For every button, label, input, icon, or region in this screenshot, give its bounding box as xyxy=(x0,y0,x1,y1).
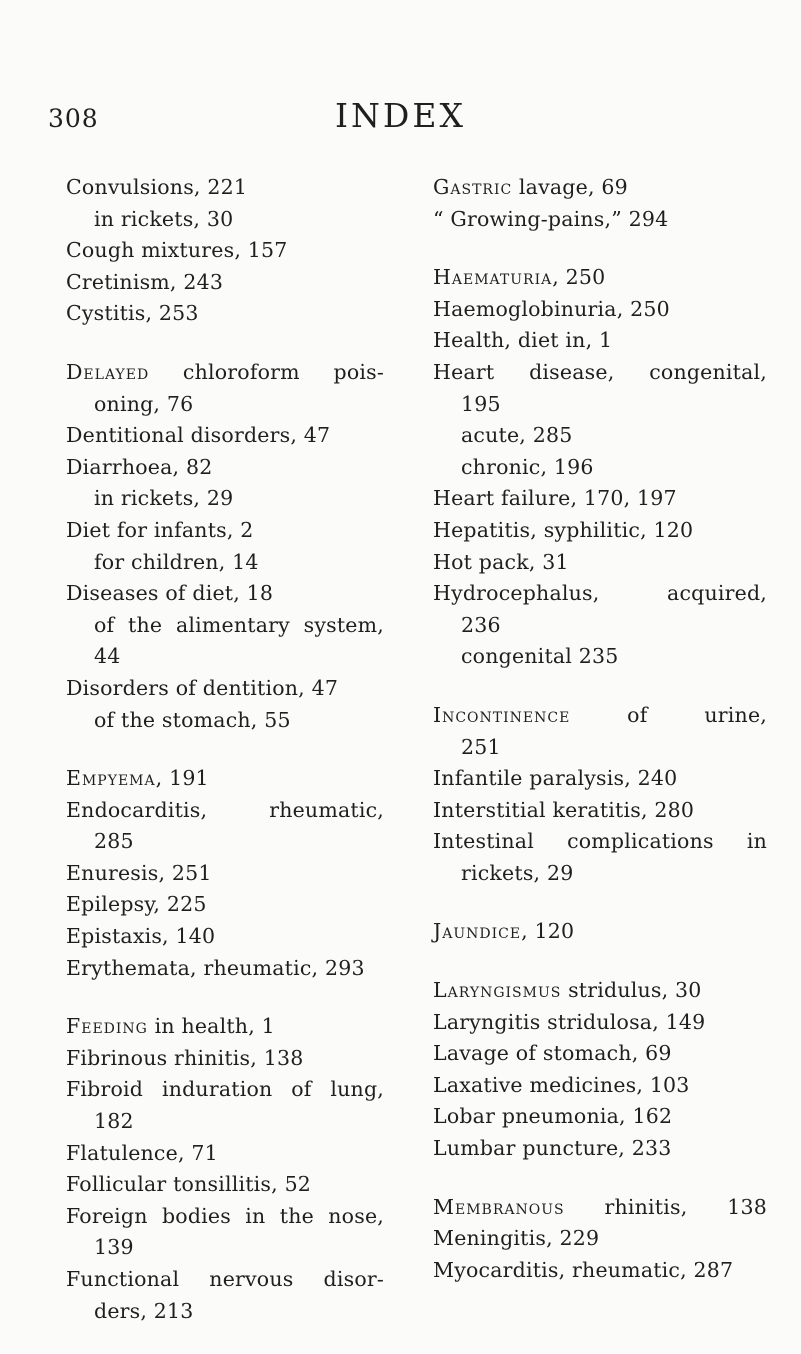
index-entry-text: Intestinal complications in xyxy=(433,829,767,854)
index-entry-text: ders, 213 xyxy=(94,1298,194,1323)
index-entry-lead: Gastric xyxy=(433,175,513,199)
index-entry xyxy=(433,700,767,732)
index-entry-text: Endocarditis, rheumatic, xyxy=(66,797,384,822)
index-subentry xyxy=(433,641,767,673)
index-entry-text: in rickets, 30 xyxy=(94,206,234,231)
index-entry xyxy=(66,673,384,705)
index-entry xyxy=(66,1138,384,1170)
index-entry-lead: Membranous xyxy=(433,1194,565,1219)
index-entry-text: rhinitis, 138 xyxy=(564,1194,767,1219)
index-entry-text: Foreign bodies in the nose, xyxy=(66,1203,384,1228)
index-entry xyxy=(433,916,767,948)
index-subentry xyxy=(433,452,767,484)
index-entry xyxy=(66,1074,384,1106)
index-letter-group xyxy=(66,172,384,330)
index-entry xyxy=(66,235,384,267)
index-entry xyxy=(66,889,384,921)
index-entry-text: congenital 235 xyxy=(461,644,619,669)
index-letter-group xyxy=(66,357,384,736)
index-entry xyxy=(66,1169,384,1201)
index-entry xyxy=(433,547,767,579)
index-entry xyxy=(66,1043,384,1075)
index-entry xyxy=(433,1133,767,1165)
index-entry-text: Diet for infants, 2 xyxy=(66,517,254,542)
index-entry-text: Hepatitis, syphilitic, 120 xyxy=(433,517,694,542)
index-entry-lead: Empyema xyxy=(66,766,156,791)
index-subentry xyxy=(66,1296,384,1328)
index-entry-text: Follicular tonsillitis, 52 xyxy=(66,1172,312,1197)
index-entry-text: Lobar pneumonia, 162 xyxy=(433,1104,673,1129)
index-entry xyxy=(433,1255,767,1287)
index-subentry xyxy=(66,389,384,421)
index-entry xyxy=(433,325,767,357)
index-entry-lead: Delayed xyxy=(66,359,150,384)
index-entry-text: 285 xyxy=(94,829,134,854)
index-entry-text: Meningitis, 229 xyxy=(433,1226,600,1251)
index-entry xyxy=(433,1038,767,1070)
index-entry-text: Epistaxis, 140 xyxy=(66,924,216,949)
index-entry-text: , 120 xyxy=(521,919,575,944)
index-entry-text: Interstitial keratitis, 280 xyxy=(433,797,695,822)
page-title: INDEX xyxy=(335,96,466,135)
index-entry xyxy=(66,420,384,452)
index-entry-text: Dentitional disorders, 47 xyxy=(66,423,331,448)
index-entry-text: Laxative medicines, 103 xyxy=(433,1072,690,1097)
index-entry-text: Flatulence, 71 xyxy=(66,1140,218,1165)
index-entry-text: in health, 1 xyxy=(147,1014,275,1039)
index-entry-text: “ Growing-pains,” 294 xyxy=(433,206,669,231)
index-entry xyxy=(66,763,384,795)
index-entry-text: Erythemata, rheumatic, 293 xyxy=(66,955,365,980)
index-column-left xyxy=(66,172,384,1354)
index-entry-text: in rickets, 29 xyxy=(94,486,234,511)
index-entry-text: rickets, 29 xyxy=(461,860,574,885)
index-entry-text: Infantile paralysis, 240 xyxy=(433,766,678,791)
index-letter-group xyxy=(66,1011,384,1327)
index-subentry xyxy=(66,826,384,858)
index-entry xyxy=(66,515,384,547)
index-entry-text: Myocarditis, rheumatic, 287 xyxy=(433,1257,734,1282)
index-entry xyxy=(66,795,384,827)
index-subentry xyxy=(433,420,767,452)
index-entry-text: Diarrhoea, 82 xyxy=(66,454,213,479)
index-subentry xyxy=(66,1232,384,1264)
index-entry-text: 139 xyxy=(94,1235,134,1260)
index-entry xyxy=(433,483,767,515)
index-entry-lead: Incontinence xyxy=(433,702,571,727)
index-entry-text: 195 xyxy=(461,391,501,416)
index-entry-lead: Jaundice xyxy=(433,919,522,944)
index-entry-text: chloroform pois- xyxy=(149,359,384,384)
index-letter-group xyxy=(433,700,767,890)
index-letter-group xyxy=(433,916,767,948)
index-entry xyxy=(433,763,767,795)
index-entry-text: acute, 285 xyxy=(461,423,573,448)
index-entry-text: Hot pack, 31 xyxy=(433,549,569,574)
index-entry-text: Cough mixtures, 157 xyxy=(66,238,288,263)
index-entry xyxy=(66,921,384,953)
index-entry-text: 251 xyxy=(461,734,501,759)
index-entry-text: chronic, 196 xyxy=(461,454,594,479)
index-entry xyxy=(66,953,384,985)
index-subentry xyxy=(66,610,384,642)
index-entry-text: of the alimentary system, xyxy=(94,612,384,637)
index-entry-text: for children, 14 xyxy=(94,549,259,574)
index-entry-text: stridulus, 30 xyxy=(561,978,702,1003)
index-entry-text: Lumbar puncture, 233 xyxy=(433,1136,672,1161)
index-entry xyxy=(433,1007,767,1039)
index-entry xyxy=(66,357,384,389)
index-entry-text: Cystitis, 253 xyxy=(66,301,199,326)
index-entry-text: Health, diet in, 1 xyxy=(433,328,613,353)
index-entry xyxy=(433,515,767,547)
index-subentry xyxy=(433,858,767,890)
index-entry xyxy=(433,204,767,236)
index-entry-text: Disorders of dentition, 47 xyxy=(66,675,339,700)
index-entry-text: Laryngitis stridulosa, 149 xyxy=(433,1009,706,1034)
index-entry-text: Convulsions, 221 xyxy=(66,175,248,199)
index-entry xyxy=(66,1201,384,1233)
index-letter-group xyxy=(66,763,384,984)
index-entry-text: Cretinism, 243 xyxy=(66,269,224,294)
page-number: 308 xyxy=(48,104,99,133)
index-subentry xyxy=(433,732,767,764)
index-subentry xyxy=(66,1106,384,1138)
index-entry-text: oning, 76 xyxy=(94,391,194,416)
index-entry xyxy=(433,975,767,1007)
index-entry xyxy=(66,172,384,204)
index-entry xyxy=(433,578,767,610)
index-letter-group xyxy=(433,975,767,1165)
index-entry-text: of urine, xyxy=(570,702,767,727)
index-entry-text: , 250 xyxy=(552,265,606,290)
index-entry xyxy=(433,1192,767,1224)
index-entry xyxy=(66,858,384,890)
index-entry-text: Epilepsy, 225 xyxy=(66,892,207,917)
index-subentry xyxy=(66,204,384,236)
index-entry xyxy=(66,267,384,299)
index-subentry xyxy=(66,705,384,737)
index-entry-text: Enuresis, 251 xyxy=(66,860,212,885)
index-subentry xyxy=(66,483,384,515)
index-entry-text: , 191 xyxy=(155,766,209,791)
index-entry-text: Lavage of stomach, 69 xyxy=(433,1041,672,1066)
index-entry-text: Heart failure, 170, 197 xyxy=(433,486,677,511)
index-entry-text: 182 xyxy=(94,1109,134,1134)
index-entry xyxy=(66,1011,384,1043)
index-entry xyxy=(433,357,767,389)
index-subentry xyxy=(433,389,767,421)
index-column-right xyxy=(433,172,767,1313)
index-entry xyxy=(66,1264,384,1296)
index-letter-group xyxy=(433,262,767,673)
index-entry xyxy=(433,1223,767,1255)
index-entry-text: Haemoglobinuria, 250 xyxy=(433,296,670,321)
index-entry xyxy=(433,1070,767,1102)
index-entry xyxy=(66,298,384,330)
index-entry-text: Diseases of diet, 18 xyxy=(66,581,274,606)
index-subentry xyxy=(66,641,384,673)
index-entry-text: Heart disease, congenital, xyxy=(433,359,767,384)
index-entry-lead: Haematuria xyxy=(433,265,553,290)
index-entry-text: 44 xyxy=(94,644,121,669)
index-entry-text: 236 xyxy=(461,612,501,637)
index-entry xyxy=(433,294,767,326)
index-entry xyxy=(433,795,767,827)
index-entry xyxy=(433,172,767,204)
index-entry xyxy=(433,826,767,858)
index-entry-text: lavage, 69 xyxy=(512,175,628,199)
index-entry xyxy=(433,1101,767,1133)
index-entry-lead: Feeding xyxy=(66,1014,148,1039)
index-entry-lead: Laryngismus xyxy=(433,978,562,1003)
index-entry-text: Hydrocephalus, acquired, xyxy=(433,581,767,606)
index-entry xyxy=(433,262,767,294)
index-entry xyxy=(66,452,384,484)
index-subentry xyxy=(433,610,767,642)
index-entry-text: Functional nervous disor- xyxy=(66,1267,384,1291)
index-entry-text: Fibrinous rhinitis, 138 xyxy=(66,1045,304,1070)
index-letter-group xyxy=(433,1192,767,1287)
index-letter-group xyxy=(433,172,767,235)
index-subentry xyxy=(66,547,384,579)
index-entry xyxy=(66,578,384,610)
index-entry-text: Fibroid induration of lung, xyxy=(66,1077,384,1102)
index-entry-text: of the stomach, 55 xyxy=(94,707,291,732)
